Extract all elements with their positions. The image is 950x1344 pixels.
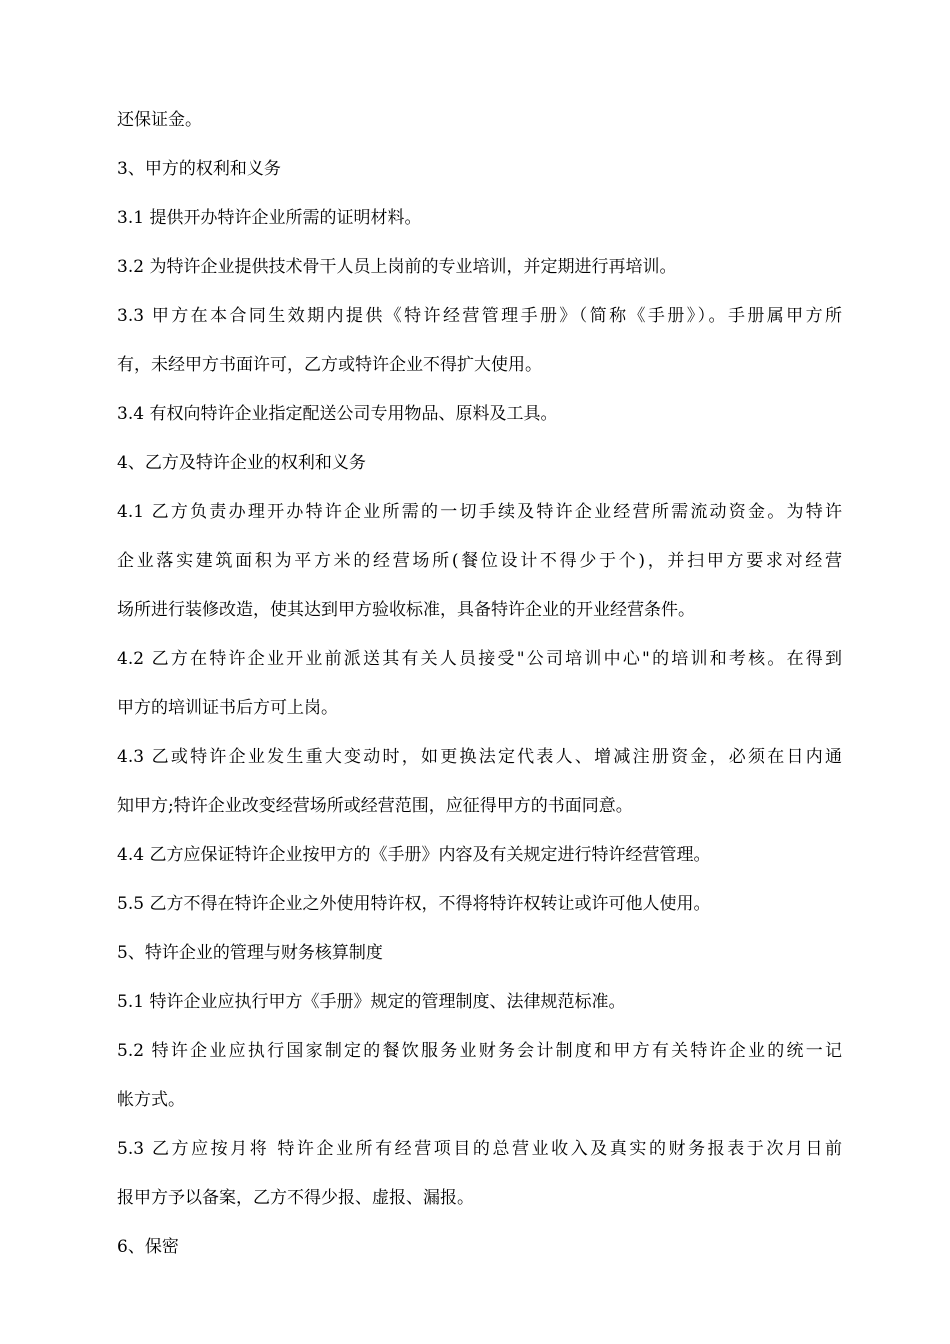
clause-line-continued: 知甲方;特许企业改变经营场所或经营范围，应征得甲方的书面同意。 xyxy=(117,796,633,816)
clause-line-continued: 场所进行装修改造，使其达到甲方验收标准，具备特许企业的开业经营条件。 xyxy=(117,600,695,620)
clause-line: 3.1 提供开办特许企业所需的证明材料。 xyxy=(117,208,422,228)
text-line: 还保证金。 xyxy=(117,110,202,130)
clause-line: 3.4 有权向特许企业指定配送公司专用物品、原料及工具。 xyxy=(117,404,558,424)
section-heading: 6、保密 xyxy=(117,1237,179,1257)
section-heading: 4、乙方及特许企业的权利和义务 xyxy=(117,453,366,473)
clause-line: 5.3 乙方应按月将 特许企业所有经营项目的总营业收入及真实的财务报表于次月日前 xyxy=(117,1139,842,1159)
clause-line-continued: 甲方的培训证书后方可上岗。 xyxy=(117,698,338,718)
clause-line: 5.2 特许企业应执行国家制定的餐饮服务业财务会计制度和甲方有关特许企业的统一记 xyxy=(117,1041,842,1061)
clause-line: 4.3 乙或特许企业发生重大变动时，如更换法定代表人、增减注册资金，必须在日内通 xyxy=(117,747,842,767)
clause-line: 5.5 乙方不得在特许企业之外使用特许权，不得将特许权转让或许可他人使用。 xyxy=(117,894,711,914)
clause-line: 4.2 乙方在特许企业开业前派送其有关人员接受"公司培训中心"的培训和考核。在得到 xyxy=(117,649,842,669)
clause-line-continued: 企业落实建筑面积为平方米的经营场所(餐位设计不得少于个)，并扫甲方要求对经营 xyxy=(117,551,842,571)
document-body xyxy=(117,96,842,1272)
clause-line: 4.4 乙方应保证特许企业按甲方的《手册》内容及有关规定进行特许经营管理。 xyxy=(117,845,711,865)
clause-line-continued: 帐方式。 xyxy=(117,1090,185,1110)
clause-line: 4.1 乙方负责办理开办特许企业所需的一切手续及特许企业经营所需流动资金。为特许 xyxy=(117,502,842,522)
section-heading: 3、甲方的权利和义务 xyxy=(117,159,281,179)
clause-line-continued: 报甲方予以备案，乙方不得少报、虚报、漏报。 xyxy=(117,1188,474,1208)
clause-line: 3.2 为特许企业提供技术骨干人员上岗前的专业培训，并定期进行再培训。 xyxy=(117,257,677,277)
clause-line-continued: 有，未经甲方书面许可，乙方或特许企业不得扩大使用。 xyxy=(117,355,542,375)
clause-line: 3.3 甲方在本合同生效期内提供《特许经营管理手册》（简称《手册》）。手册属甲方所 xyxy=(117,306,842,326)
clause-line: 5.1 特许企业应执行甲方《手册》规定的管理制度、法律规范标准。 xyxy=(117,992,626,1012)
section-heading: 5、特许企业的管理与财务核算制度 xyxy=(117,943,383,963)
